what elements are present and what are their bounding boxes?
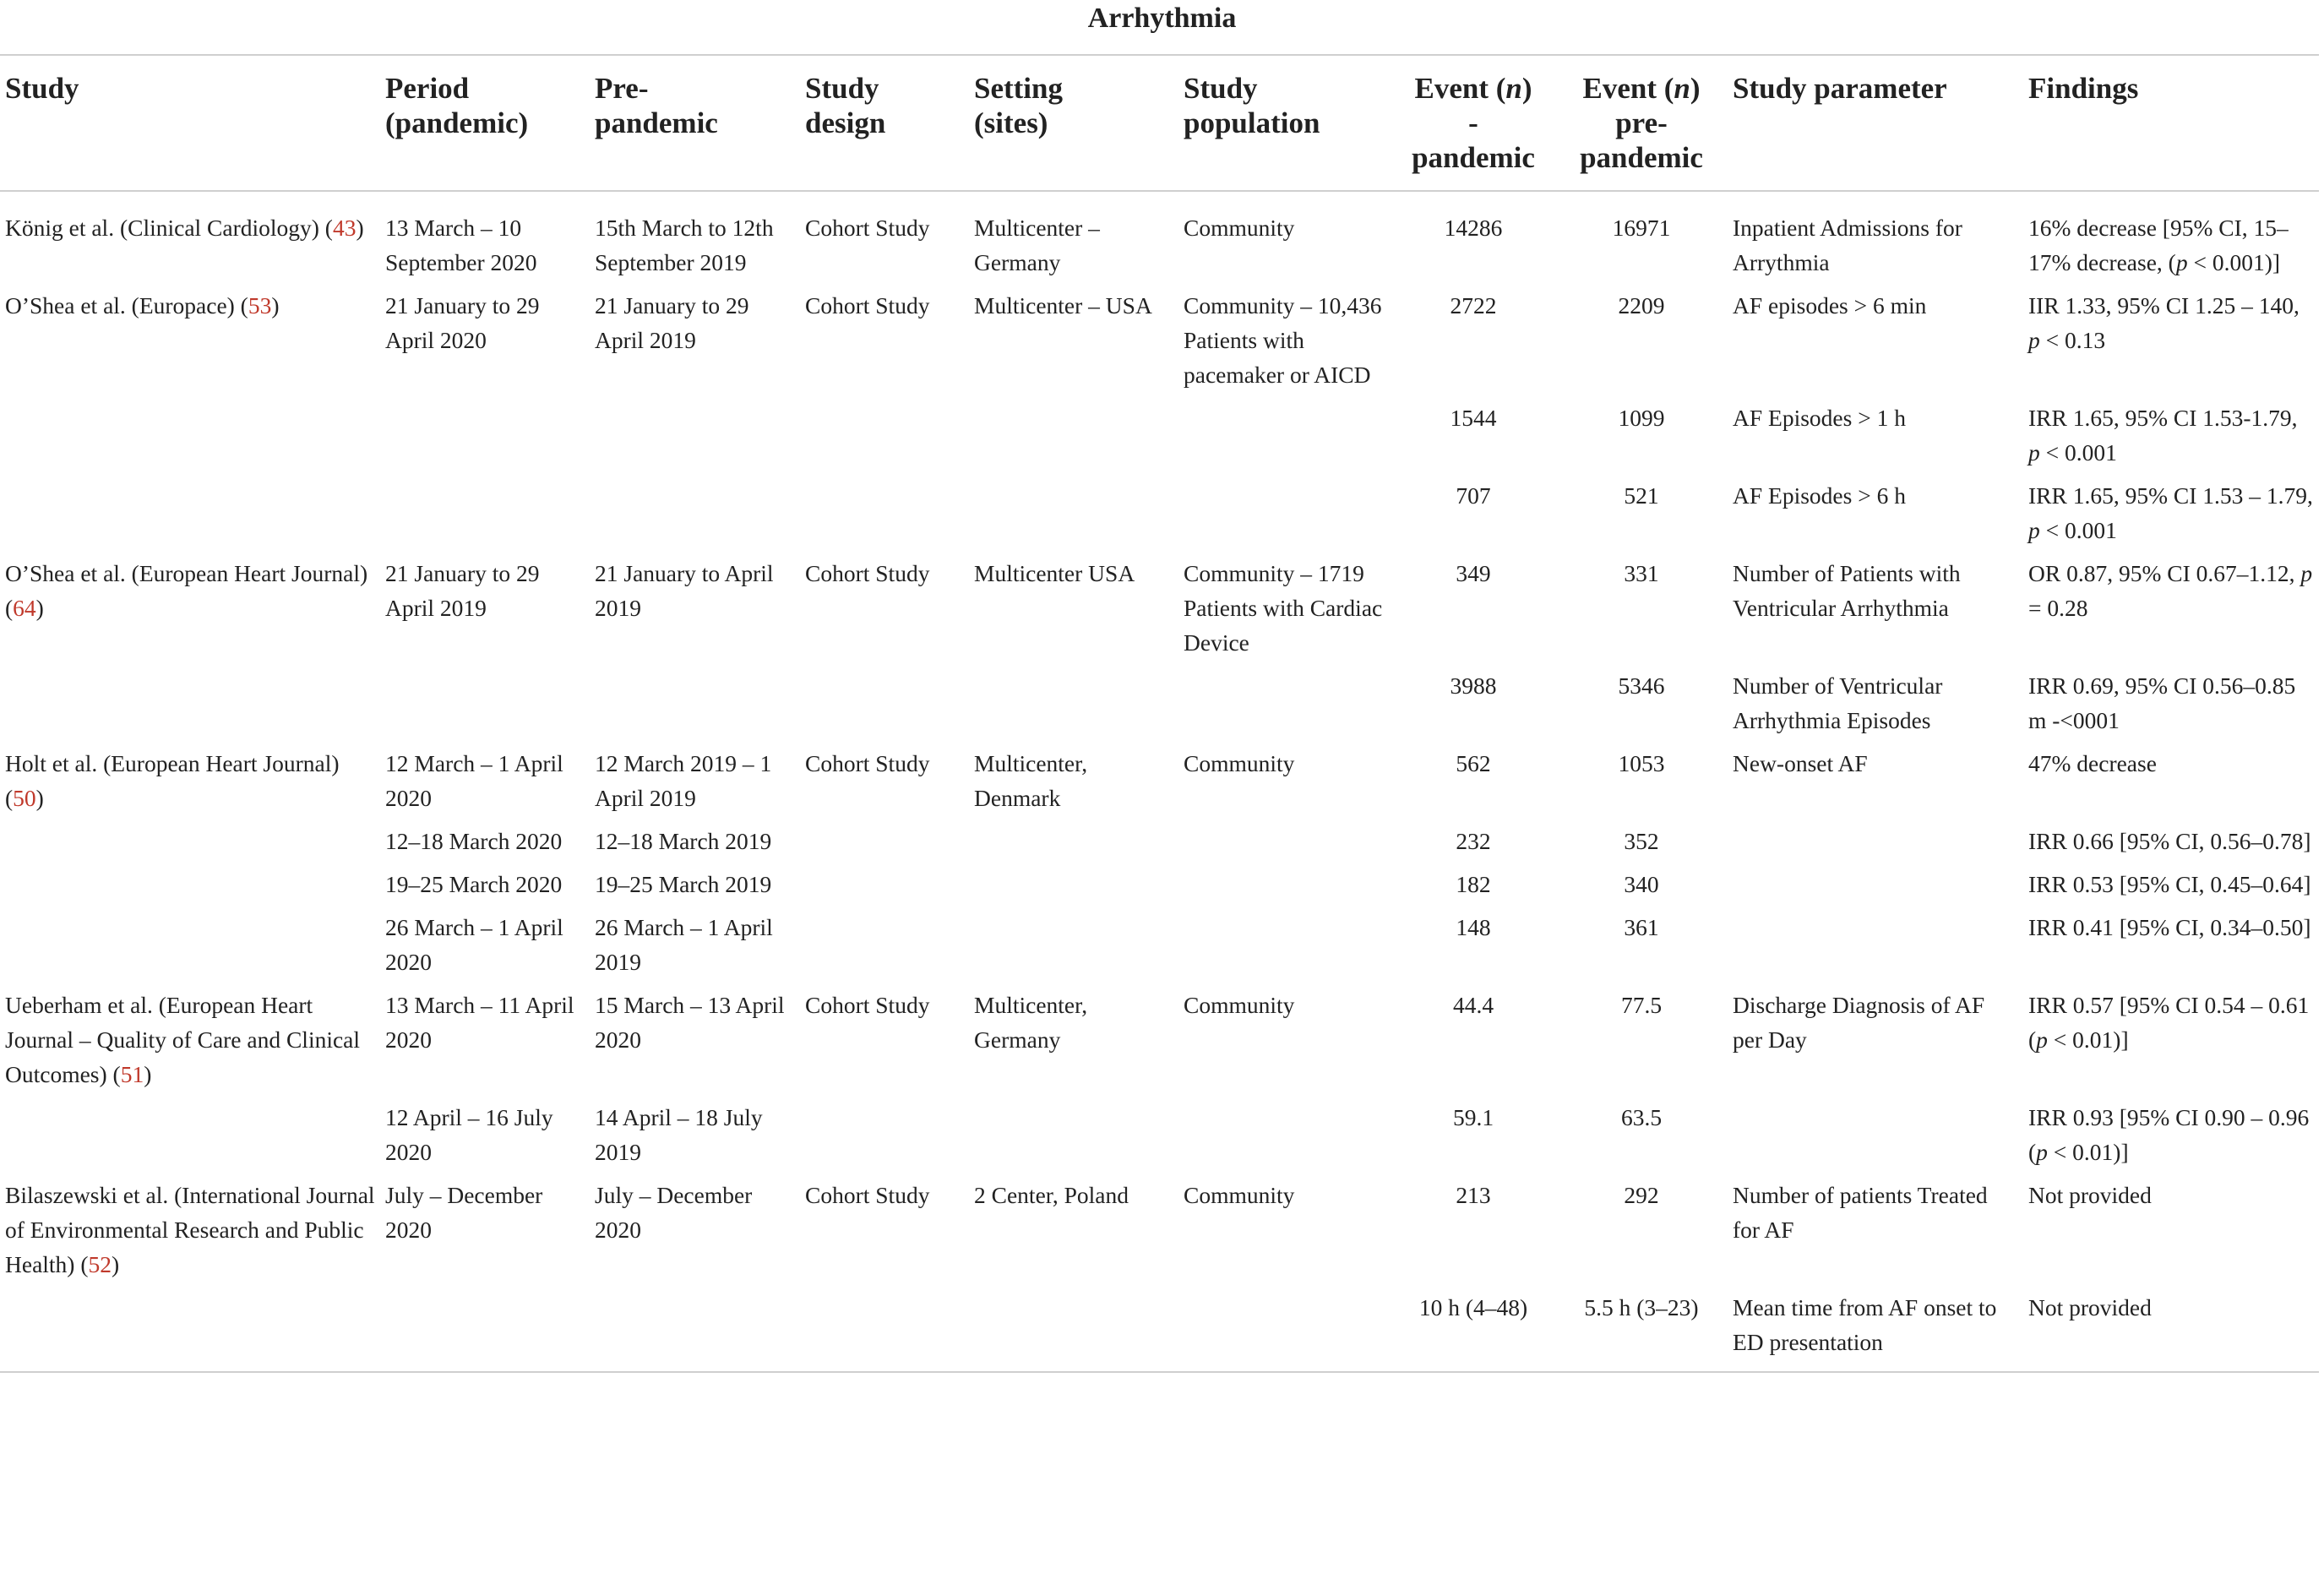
cell-event-pandemic: 3988 <box>1450 672 1497 699</box>
cell-pre-pandemic: 15th March to 12th September 2019 <box>595 215 774 275</box>
cell-event-pre-pandemic: 1053 <box>1618 750 1665 776</box>
table-row <box>0 1286 2319 1372</box>
cell-parameter: Inpatient Admissions for Arrythmia <box>1733 215 1962 275</box>
cell-parameter: AF episodes > 6 min <box>1733 292 1927 319</box>
cell-event-pre-pandemic: 2209 <box>1618 292 1665 319</box>
table-row <box>0 742 2319 819</box>
cell-setting: Multicenter, Germany <box>974 992 1088 1053</box>
cell-event-pre-pandemic: 352 <box>1624 828 1659 854</box>
cell-study: O’Shea et al. (European Heart Journal) (64) <box>5 560 368 621</box>
cell-period: 26 March – 1 April 2020 <box>385 914 563 975</box>
reference-link[interactable]: 52 <box>88 1251 112 1277</box>
cell-design: Cohort Study <box>805 1182 930 1208</box>
reference-link[interactable]: 50 <box>13 785 36 811</box>
cell-study: Ueberham et al. (European Heart Journal – Quality of Care and Clinical Outcomes) (51) <box>5 992 361 1087</box>
reference-link[interactable]: 51 <box>120 1061 144 1087</box>
cell-event-pre-pandemic: 63.5 <box>1620 1104 1663 1130</box>
cell-design: Cohort Study <box>805 750 930 776</box>
cell-design: Cohort Study <box>805 215 930 241</box>
cell-event-pandemic: 1544 <box>1450 405 1497 431</box>
cell-parameter: New-onset AF <box>1733 750 1868 776</box>
cell-parameter: AF Episodes > 6 h <box>1733 482 1906 509</box>
cell-findings: 16% decrease [95% CI, 15–17% decrease, (p < 0.001)] <box>2028 215 2289 275</box>
table-row <box>0 396 2319 474</box>
cell-event-pre-pandemic: 292 <box>1624 1182 1659 1208</box>
cell-population: Community <box>1184 750 1295 776</box>
cell-findings: 47% decrease <box>2028 750 2157 776</box>
table-row <box>0 983 2319 1096</box>
cell-pre-pandemic: 12–18 March 2019 <box>595 828 772 854</box>
cell-event-pandemic: 59.1 <box>1452 1104 1494 1130</box>
cell-event-pandemic: 707 <box>1456 482 1491 509</box>
cell-population: Community <box>1184 1182 1295 1208</box>
cell-findings: IRR 0.53 [95% CI, 0.45–0.64] <box>2028 871 2311 897</box>
cell-event-pre-pandemic: 5346 <box>1618 672 1665 699</box>
cell-design: Cohort Study <box>805 560 930 586</box>
table-row <box>0 1173 2319 1286</box>
cell-setting: Multicenter – Germany <box>974 215 1100 275</box>
cell-parameter: Number of patients Treated for AF <box>1733 1182 1988 1243</box>
cell-parameter: Number of Patients with Ventricular Arrhythmia <box>1733 560 1961 621</box>
reference-link[interactable]: 43 <box>332 215 356 241</box>
cell-event-pre-pandemic: 77.5 <box>1620 992 1663 1018</box>
table-row <box>0 819 2319 863</box>
cell-findings: Not provided <box>2028 1182 2152 1208</box>
cell-event-pre-pandemic: 1099 <box>1618 405 1665 431</box>
table-row <box>0 284 2319 396</box>
cell-pre-pandemic: 12 March 2019 – 1 April 2019 <box>595 750 772 811</box>
cell-design: Cohort Study <box>805 992 930 1018</box>
cell-setting: 2 Center, Poland <box>974 1182 1129 1208</box>
header-row <box>0 55 2319 191</box>
cell-population: Community – 10,436 Patients with pacemaker or AICD <box>1184 292 1382 388</box>
cell-findings: IRR 0.66 [95% CI, 0.56–0.78] <box>2028 828 2311 854</box>
header-findings: Findings <box>2028 72 2139 105</box>
cell-event-pre-pandemic: 5.5 h (3–23) <box>1584 1294 1699 1320</box>
cell-event-pandemic: 182 <box>1456 871 1491 897</box>
cell-pre-pandemic: 15 March – 13 April 2020 <box>595 992 785 1053</box>
header-study-parameter: Study parameter <box>1733 72 1947 105</box>
table-row <box>0 552 2319 664</box>
cell-period: 19–25 March 2020 <box>385 871 563 897</box>
table-row <box>0 1096 2319 1173</box>
cell-study: Bilaszewski et al. (International Journal of Environmental Research and Public Health) (52) <box>5 1182 375 1277</box>
table-caption: Arrhythmia <box>1087 3 1237 34</box>
cell-event-pandemic: 14286 <box>1444 215 1503 241</box>
cell-study: Holt et al. (European Heart Journal) (50) <box>5 750 340 811</box>
cell-pre-pandemic: July – December 2020 <box>595 1182 753 1243</box>
cell-event-pandemic: 2722 <box>1450 292 1497 319</box>
cell-findings: IRR 1.65, 95% CI 1.53 – 1.79, p < 0.001 <box>2028 482 2313 543</box>
header-study: Study <box>5 72 79 105</box>
cell-findings: Not provided <box>2028 1294 2152 1320</box>
cell-population: Community <box>1184 992 1295 1018</box>
cell-event-pandemic: 232 <box>1456 828 1491 854</box>
cell-pre-pandemic: 21 January to April 2019 <box>595 560 774 621</box>
cell-findings: IRR 0.93 [95% CI 0.90 – 0.96 (p < 0.01)] <box>2028 1104 2310 1165</box>
cell-setting: Multicenter USA <box>974 560 1135 586</box>
cell-event-pandemic: 44.4 <box>1452 992 1494 1018</box>
cell-period: 21 January to 29 April 2020 <box>385 292 540 353</box>
cell-findings: IRR 1.65, 95% CI 1.53-1.79, p < 0.001 <box>2028 405 2298 466</box>
cell-parameter: Number of Ventricular Arrhythmia Episodes <box>1733 672 1943 733</box>
arrhythmia-table <box>0 54 2319 1373</box>
table-row <box>0 474 2319 552</box>
reference-link[interactable]: 53 <box>248 292 272 319</box>
cell-event-pre-pandemic: 331 <box>1624 560 1659 586</box>
cell-event-pre-pandemic: 361 <box>1624 914 1659 940</box>
reference-link[interactable]: 64 <box>13 595 36 621</box>
cell-pre-pandemic: 14 April – 18 July 2019 <box>595 1104 763 1165</box>
cell-study: O’Shea et al. (Europace) (53) <box>5 292 280 319</box>
cell-setting: Multicenter – USA <box>974 292 1152 319</box>
cell-period: 21 January to 29 April 2019 <box>385 560 540 621</box>
cell-pre-pandemic: 19–25 March 2019 <box>595 871 772 897</box>
cell-findings: IIR 1.33, 95% CI 1.25 – 140, p < 0.13 <box>2028 292 2300 353</box>
cell-population: Community <box>1184 215 1295 241</box>
cell-findings: IRR 0.41 [95% CI, 0.34–0.50] <box>2028 914 2311 940</box>
table-row <box>0 191 2319 284</box>
cell-period: 12 April – 16 July 2020 <box>385 1104 553 1165</box>
cell-findings: IRR 0.57 [95% CI 0.54 – 0.61 (p < 0.01)] <box>2028 992 2310 1053</box>
cell-event-pandemic: 213 <box>1456 1182 1491 1208</box>
header-pre-pandemic: Pre- pandemic <box>595 72 718 139</box>
cell-event-pandemic: 562 <box>1456 750 1491 776</box>
cell-design: Cohort Study <box>805 292 930 319</box>
cell-period: 13 March – 11 April 2020 <box>385 992 574 1053</box>
cell-study: König et al. (Clinical Cardiology) (43) <box>5 215 364 241</box>
cell-event-pandemic: 349 <box>1456 560 1491 586</box>
cell-event-pandemic: 148 <box>1456 914 1491 940</box>
cell-period: 12–18 March 2020 <box>385 828 563 854</box>
cell-period: 12 March – 1 April 2020 <box>385 750 563 811</box>
cell-parameter: AF Episodes > 1 h <box>1733 405 1906 431</box>
cell-parameter: Discharge Diagnosis of AF per Day <box>1733 992 1985 1053</box>
table-row <box>0 863 2319 906</box>
cell-findings: OR 0.87, 95% CI 0.67–1.12, p = 0.28 <box>2028 560 2313 621</box>
cell-pre-pandemic: 26 March – 1 April 2019 <box>595 914 773 975</box>
header-study-design: Study design <box>805 72 886 139</box>
header-event-pandemic: Event (n) - pandemic <box>1412 72 1535 174</box>
cell-setting: Multicenter, Denmark <box>974 750 1088 811</box>
cell-event-pre-pandemic: 340 <box>1624 871 1659 897</box>
cell-pre-pandemic: 21 January to 29 April 2019 <box>595 292 749 353</box>
header-setting: Setting (sites) <box>974 72 1063 139</box>
cell-event-pandemic: 10 h (4–48) <box>1418 1294 1528 1320</box>
cell-period: 13 March – 10 September 2020 <box>385 215 537 275</box>
cell-population: Community – 1719 Patients with Cardiac Device <box>1184 560 1383 656</box>
cell-event-pre-pandemic: 521 <box>1624 482 1659 509</box>
cell-event-pre-pandemic: 16971 <box>1612 215 1671 241</box>
cell-period: July – December 2020 <box>385 1182 543 1243</box>
cell-findings: IRR 0.69, 95% CI 0.56–0.85 m -<0001 <box>2028 672 2296 733</box>
table-row <box>0 664 2319 742</box>
table-row <box>0 906 2319 983</box>
header-study-population: Study population <box>1184 72 1320 139</box>
header-event-pre-pandemic: Event (n) pre- pandemic <box>1580 72 1703 174</box>
header-period: Period (pandemic) <box>385 72 529 139</box>
cell-parameter: Mean time from AF onset to ED presentation <box>1733 1294 1997 1355</box>
